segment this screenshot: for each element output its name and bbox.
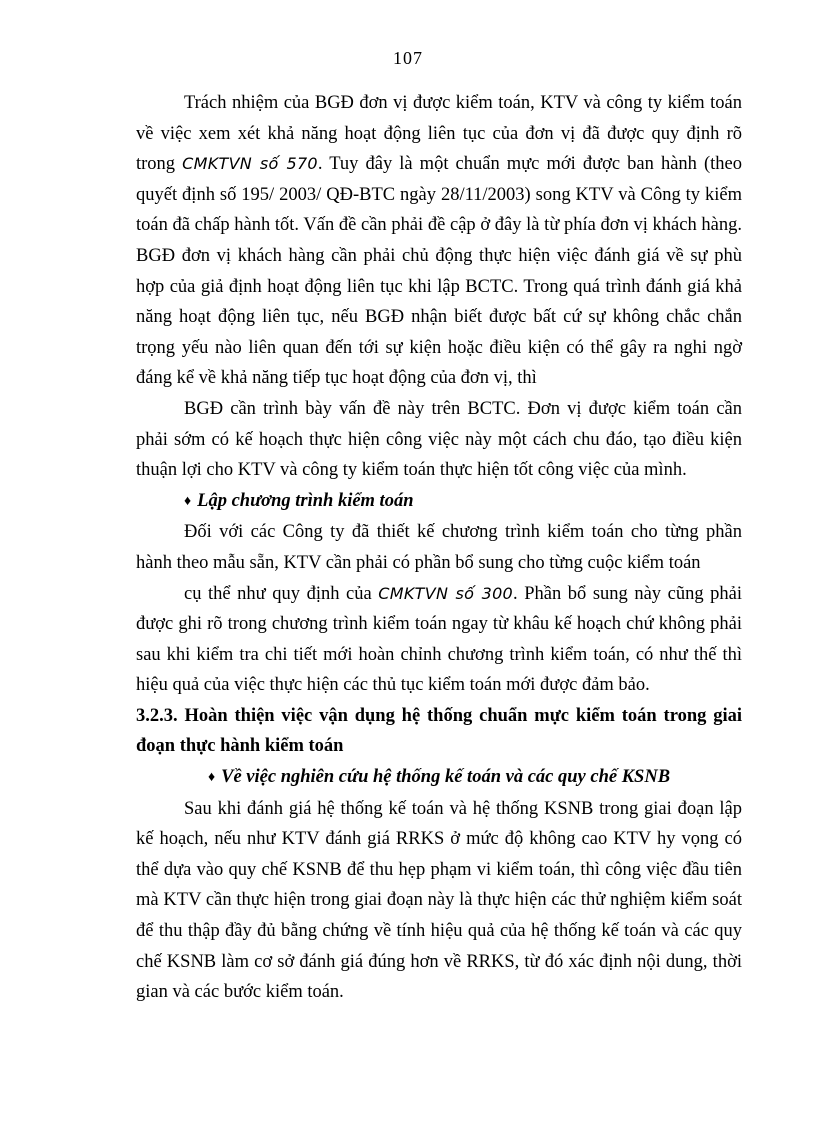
paragraph-bgd-presentation: BGĐ cần trình bày vấn đề này trên BCTC. Đơn vị được kiểm toán cần phải sớm có kế hoạch thực hiện công việc này một cách chu đáo, tạo điều kiện thuận lợi cho KTV và công ty kiểm toán thực hiện tốt công việc của mình. (136, 398, 742, 481)
standard-reference-300: CMKTVN số 300 (378, 583, 514, 603)
section-heading-3-2-3: 3.2.3. Hoàn thiện việc vận dụng hệ thống chuẩn mực kiểm toán trong giai đoạn thực hành kiểm toán (136, 705, 742, 757)
page-number: 107 (393, 48, 423, 68)
paragraph-text: . Phần bổ sung này cũng phải được ghi rõ trong chương trình kiểm toán ngay từ khâu kế hoạch chứ không phải sau khi kiểm tra chi tiết mới hoàn chỉnh chương trình kiểm toán, có như thế thì hiệu quả của việc thực hiện các thủ tục kiểm toán mới được đảm bảo. (136, 583, 742, 696)
paragraph-control-tests: Sau khi đánh giá hệ thống kế toán và hệ thống KSNB trong giai đoạn lập kế hoạch, nếu như KTV đánh giá RRKS ở mức độ không cao KTV hy vọng có thể dựa vào quy chế KSNB để thu hẹp phạm vi kiểm toán, thì công việc đầu tiên mà KTV cần thực hiện trong giai đoạn này là thực hiện các thử nghiệm kiểm soát để thu thập đầy đủ bằng chứng về tính hiệu quả của hệ thống kế toán và các quy chế KSNB làm cơ sở đánh giá đúng hơn về RRKS, từ đó xác định nội dung, thời gian và các bước kiểm toán. (136, 798, 742, 1003)
diamond-bullet-icon: ♦ (184, 493, 192, 509)
paragraph-text: Trách nhiệm của BGĐ đơn vị được kiểm toán, KTV và công ty kiểm toán về việc xem xét khả năng hoạt động liên tục của đơn vị đã được quy định rõ trong (136, 93, 742, 175)
paragraph-audit-program: Đối với các Công ty đã thiết kế chương trình kiểm toán cho từng phần hành theo mẫu sẵn, KTV cần phải có phần bổ sung cho từng cuộc kiểm toán (136, 522, 742, 573)
diamond-bullet-icon: ♦ (207, 770, 216, 786)
subheading-text: Lập chương trình kiểm toán (197, 490, 414, 511)
paragraph-text: cụ thể như quy định của (184, 583, 379, 604)
subheading-ksnb-study (136, 762, 742, 794)
subheading-audit-program (136, 486, 742, 518)
document-body (136, 88, 742, 1008)
paragraph-text: . Tuy đây là một chuẩn mực mới được ban hành (theo quyết định số 195/ 2003/ QĐ-BTC ngày 28/11/2003) song KTV và Công ty kiểm toán đã chấp hành tốt. Vấn đề cần phải đề cập ở đây là từ phía đơn vị khách hàng. BGĐ đơn vị khách hàng cần phải chủ động thực hiện việc đánh giá về sự phù hợp của giả định hoạt động liên tục khi lập BCTC. Trong quá trình đánh giá khả năng hoạt động liên tục, nếu BGĐ nhận biết được bất cứ sự không chắc chắn trọng yếu nào liên quan đến tới sự kiện hoặc điều kiện có thể gây ra nghi ngờ đáng kể về khả năng tiếp tục hoạt động của đơn vị, thì (136, 154, 742, 389)
paragraph-supplement (136, 579, 742, 701)
paragraph-responsibility (136, 88, 742, 394)
subheading-text: Về việc nghiên cứu hệ thống kế toán và các quy chế KSNB (221, 767, 671, 788)
standard-reference-570: CMKTVN số 570 (182, 154, 318, 174)
